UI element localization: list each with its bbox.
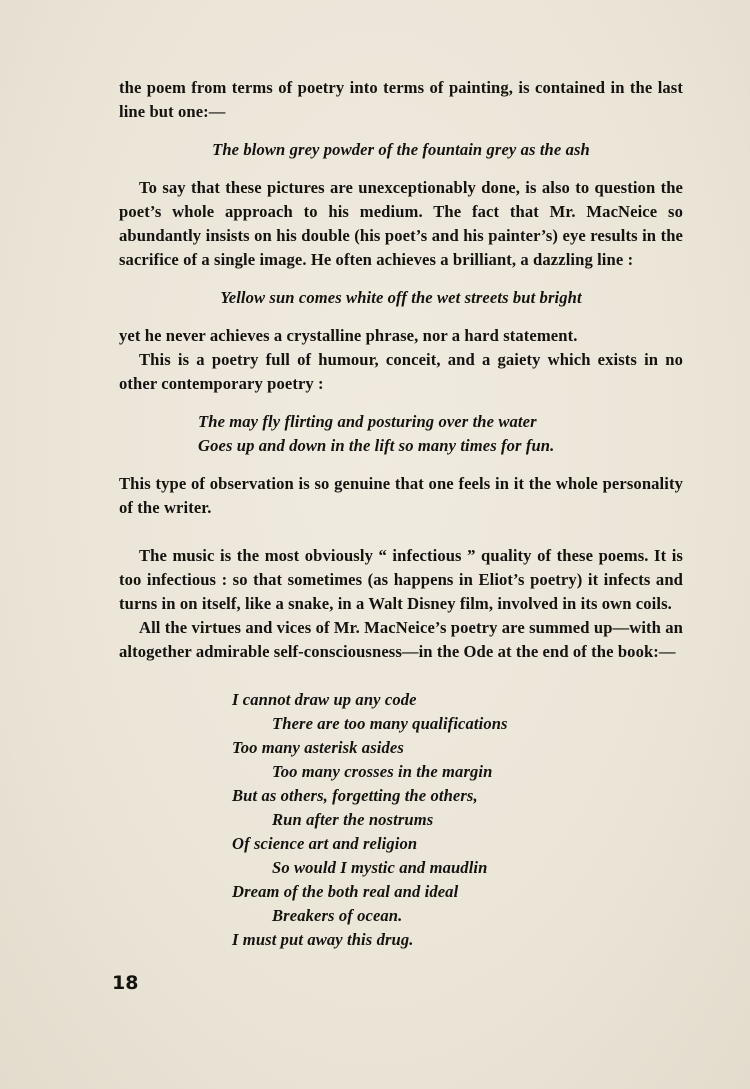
quoted-line-sun: Yellow sun comes white off the wet streets but bright [220,288,582,307]
ode-line-indented: Run after the nostrums [272,810,434,829]
quoted-couplet-mayfly [119,410,683,458]
ode-line: Too many asterisk asides [232,738,404,757]
ode-line-indented: There are too many qualifications [272,714,508,733]
ode-excerpt [119,688,683,952]
ode-line: But as others, forgetting the others, [232,786,478,805]
ode-line: I cannot draw up any code [232,690,417,709]
paragraph-pictures: To say that these pictures are unexceptionably done, is also to question the poet’s whole approach to his medium. The fact that Mr. MacNeice so abundantly insists on his double (his poet’s and his painter’s) eye results in the sacrifice of a single image. He often achieves a brilliant, a dazzling line : [119,178,683,269]
couplet-line: The may fly flirting and posturing over the water [198,412,537,431]
quoted-line-fountain: The blown grey powder of the fountain grey as the ash [212,140,590,159]
ode-line-indented: Breakers of ocean. [272,906,403,925]
paragraph-humour: This is a poetry full of humour, conceit, and a gaiety which exists in no other contemporary poetry : [119,350,683,393]
paragraph-virtues: All the virtues and vices of Mr. MacNeice’s poetry are summed up—with an altogether admirable self-consciousness—in the Ode at the end of the book:— [119,618,683,661]
page-number: 18 [112,972,139,994]
couplet-line: Goes up and down in the lift so many times for fun. [198,436,555,455]
paragraph-music: The music is the most obviously “ infectious ” quality of these poems. It is too infectious : so that sometimes (as happens in Eliot’s poetry) it infects and turns in on itself, like a snake, in a Walt Disney film, involved in its own coils. [119,546,683,613]
page-body [119,76,683,952]
ode-line-indented: Too many crosses in the margin [272,762,493,781]
ode-line: I must put away this drug. [232,930,414,949]
ode-line-indented: So would I mystic and maudlin [272,858,488,877]
paragraph-continued: the poem from terms of poetry into terms of painting, is contained in the last line but one:— [119,78,683,121]
ode-line: Of science art and religion [232,834,418,853]
paragraph-crystalline: yet he never achieves a crystalline phrase, nor a hard statement. [119,326,578,345]
paragraph-observation: This type of observation is so genuine that one feels in it the whole personality of the writer. [119,474,683,517]
ode-line: Dream of the both real and ideal [232,882,459,901]
